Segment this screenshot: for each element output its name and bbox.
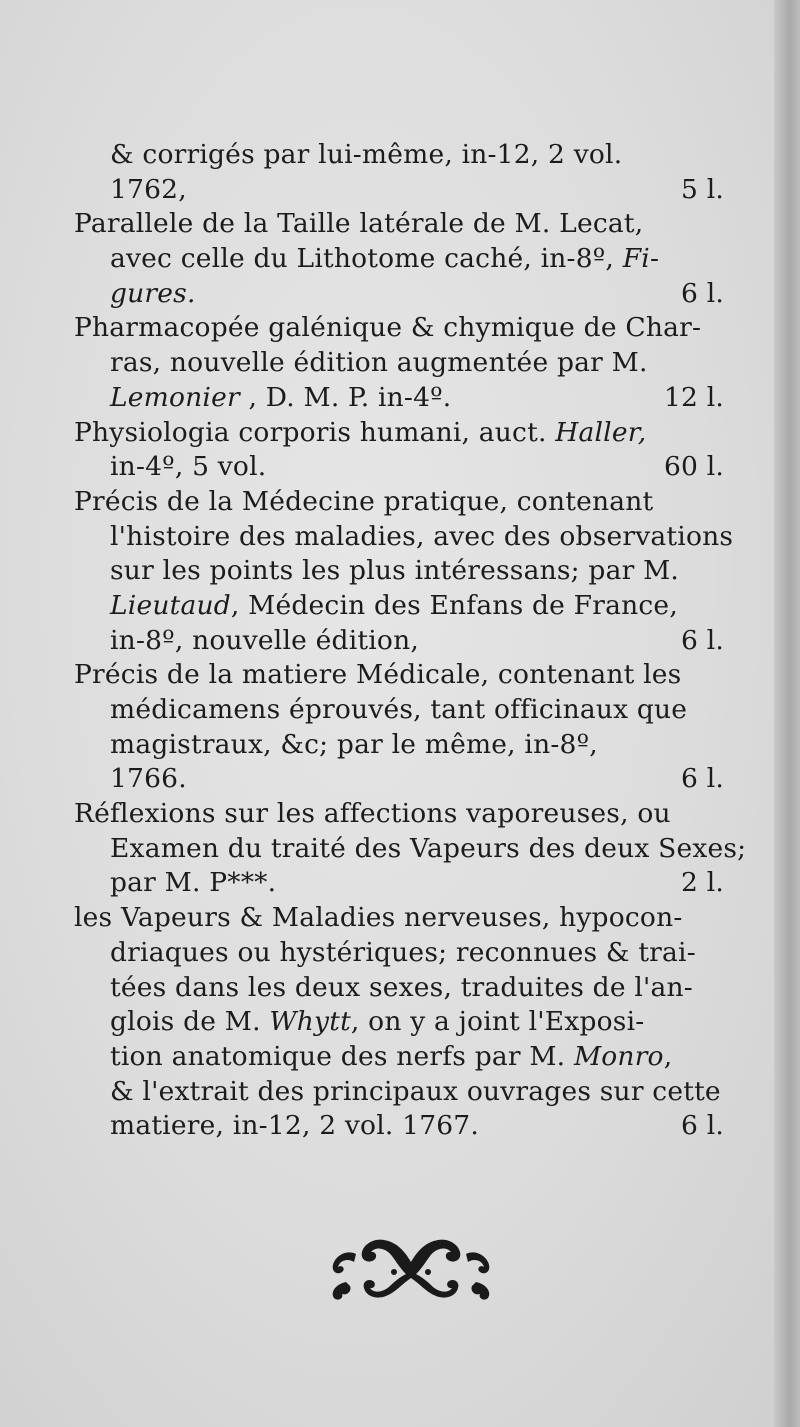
line-text: Réflexions sur les affections vaporeuses, ou [74, 798, 671, 830]
line-text: matiere, in-12, 2 vol. 1767. [110, 1110, 479, 1142]
text-line [74, 554, 724, 589]
price: 5 l. [681, 173, 724, 205]
line-text: glois de M. [110, 1006, 270, 1038]
line-text: médicamens éprouvés, tant officinaux que [110, 694, 688, 725]
text-line [74, 901, 724, 936]
line-text: Examen du traité des Vapeurs des deux Sexes; [110, 832, 747, 864]
text-line [74, 311, 724, 346]
text-line [74, 485, 724, 520]
italic-name: Fi- [622, 243, 660, 275]
text-line [74, 450, 724, 485]
line-text-tail: , on y a joint l'Exposi- [350, 1006, 645, 1038]
text-line [74, 1040, 724, 1075]
line-text: les Vapeurs & Maladies nerveuses, hypocon- [74, 902, 683, 934]
catalogue-text [74, 138, 747, 1144]
line-text: tées dans les deux sexes, traduites de l'an- [110, 971, 693, 1003]
italic-name: Monro [573, 1040, 664, 1072]
line-text: in-8º, nouvelle édition, [110, 624, 419, 656]
text-line [74, 658, 724, 693]
line-text: Physiologia corporis humani, auct. [74, 416, 556, 448]
catalogue-entry [74, 901, 724, 1144]
text-line [74, 173, 724, 208]
price: 12 l. [663, 381, 724, 413]
line-text: , D. M. P. in-4º. [239, 381, 452, 413]
line-text: & corrigés par lui-même, in-12, 2 vol. [110, 139, 623, 170]
catalogue-entry [74, 138, 724, 207]
text-line [74, 1075, 724, 1110]
price: 6 l. [681, 277, 724, 309]
line-text: 1766. [110, 763, 187, 795]
price: 6 l. [681, 763, 724, 795]
italic-name: Lemonier [110, 381, 240, 413]
line-text: sur les points les plus intéressans; par M. [110, 555, 680, 587]
fleuron-ornament-icon [326, 1232, 496, 1304]
text-line [74, 416, 724, 451]
text-line [74, 936, 724, 971]
catalogue-entry [74, 485, 734, 658]
text-line [74, 624, 724, 659]
line-text: , Médecin des Enfans de France, [230, 589, 678, 621]
text-line [74, 242, 724, 277]
line-text-tail: , [663, 1040, 673, 1072]
line-text: in-4º, 5 vol. [110, 451, 267, 483]
catalogue-entry [74, 658, 724, 797]
catalogue-entry [74, 416, 724, 485]
italic-name: Haller, [555, 416, 647, 448]
line-text: magistraux, &c; par le même, in-8º, [110, 728, 598, 760]
text-line [74, 589, 724, 624]
text-line [74, 1109, 724, 1144]
line-text: Parallele de la Taille latérale de M. Lecat, [74, 208, 644, 240]
line-text: tion anatomique des nerfs par M. [110, 1040, 574, 1072]
line-text: & l'extrait des principaux ouvrages sur cette [110, 1075, 721, 1107]
line-text: ras, nouvelle édition augmentée par M. [110, 347, 648, 379]
price: 6 l. [681, 1110, 724, 1142]
line-text: Précis de la Médecine pratique, contenant [74, 485, 654, 517]
text-line [74, 138, 724, 173]
text-line [74, 520, 734, 555]
text-line [74, 797, 724, 832]
price: 60 l. [663, 451, 724, 483]
line-text: avec celle du Lithotome caché, in-8º, [110, 243, 623, 275]
line-text: Pharmacopée galénique & chymique de Char- [74, 312, 702, 344]
text-line [74, 346, 724, 381]
line-text: 1762, [110, 173, 187, 205]
italic-name: Lieutaud [110, 589, 231, 621]
text-line [74, 693, 724, 728]
line-text: par M. P***. [110, 867, 277, 899]
text-line [74, 207, 724, 242]
text-line [74, 866, 724, 901]
catalogue-entry [74, 207, 724, 311]
text-line [74, 277, 724, 312]
italic-name: Whytt [269, 1006, 351, 1038]
text-line [74, 381, 724, 416]
line-text: l'histoire des maladies, avec des observations [110, 520, 734, 552]
text-line [74, 762, 724, 797]
catalogue-entry [74, 797, 747, 901]
text-line [74, 971, 724, 1006]
italic-name: gures. [110, 277, 196, 309]
page-spine-shadow [774, 0, 800, 1427]
text-line [74, 1005, 724, 1040]
text-line [74, 832, 747, 867]
line-text: Précis de la matiere Médicale, contenant les [74, 659, 682, 691]
text-line [74, 728, 724, 763]
price: 6 l. [681, 624, 724, 656]
line-text: driaques ou hystériques; reconnues & trai- [110, 936, 696, 968]
price: 2 l. [681, 867, 724, 899]
catalogue-entry [74, 311, 724, 415]
